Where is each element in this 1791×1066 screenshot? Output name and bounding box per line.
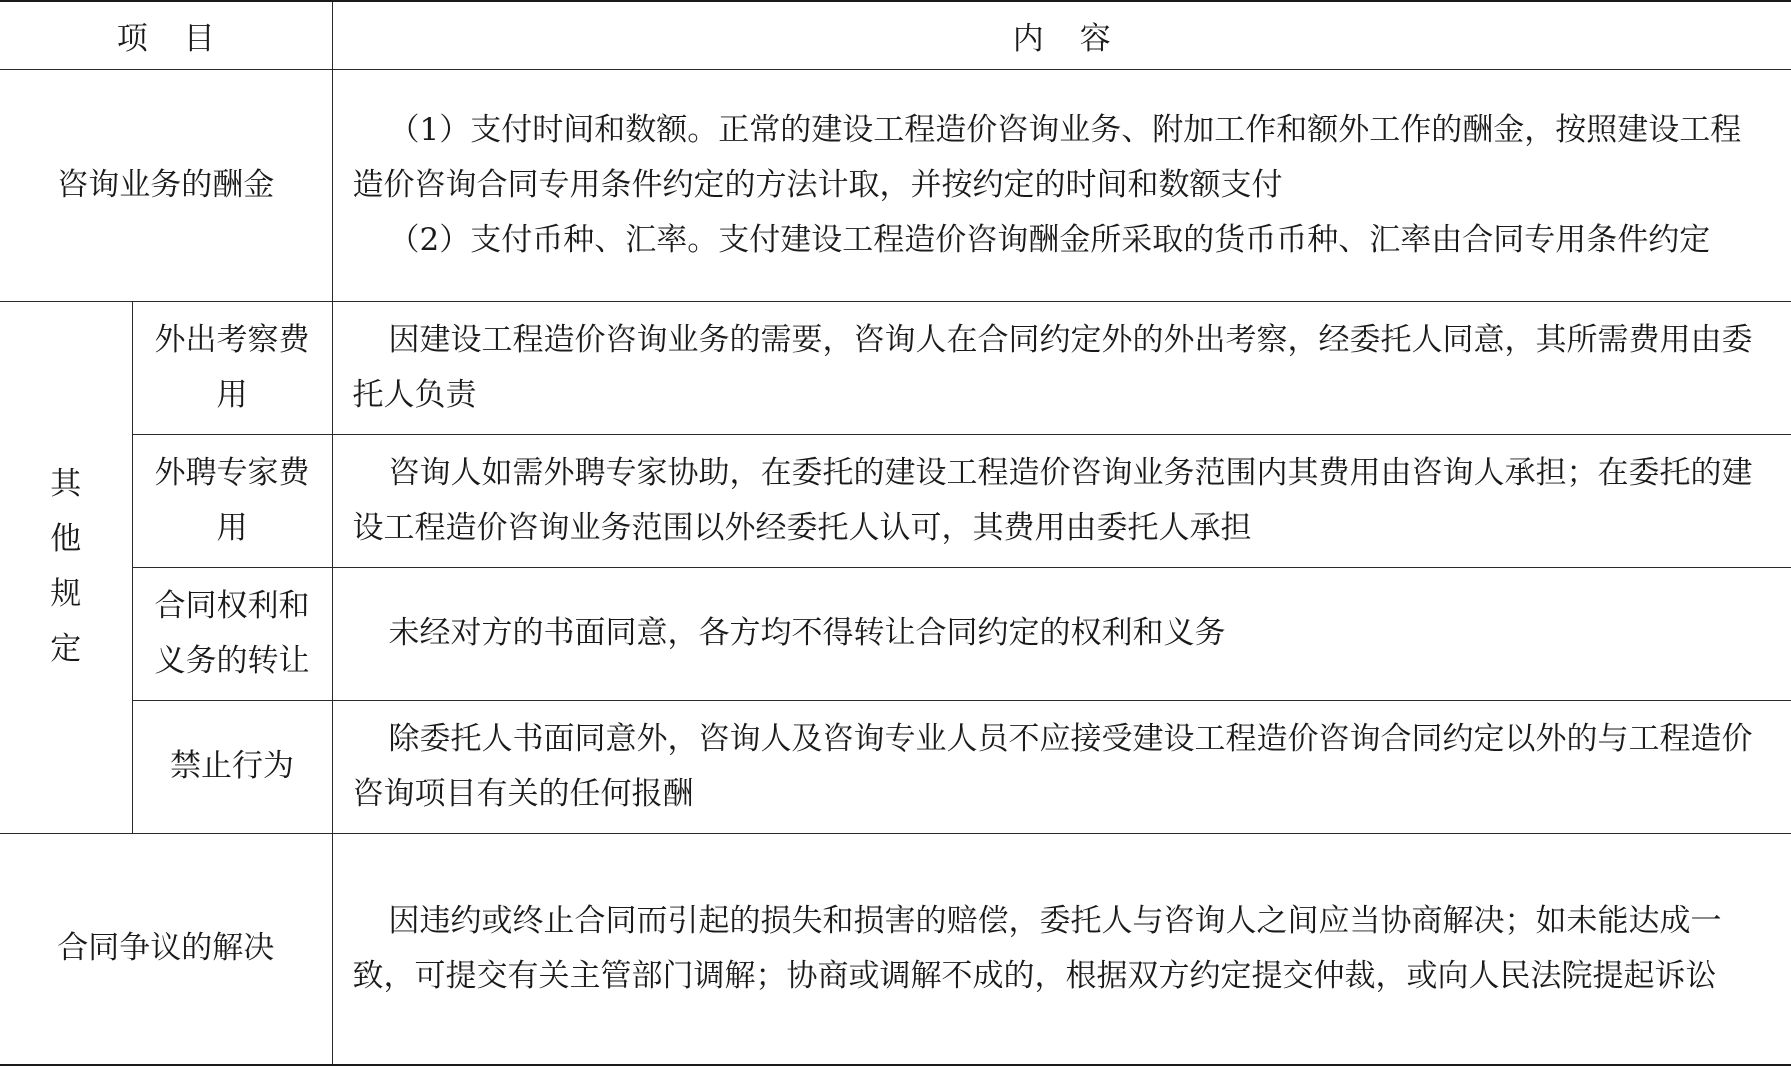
remuneration-paragraph-1: （1）支付时间和数额。正常的建设工程造价咨询业务、附加工作和额外工作的酬金，按照建设工程造价咨询合同专用条件约定的方法计取，并按约定的时间和数额支付 [352, 111, 1742, 203]
row-content-experts [332, 434, 1791, 567]
row-content-remuneration [332, 69, 1791, 301]
row-content-dispute [332, 833, 1791, 1065]
header-item: 项目 [0, 1, 332, 69]
row-item-other-group [0, 301, 132, 833]
table-row [0, 700, 1791, 833]
experts-label: 外聘专家费用 [154, 454, 310, 546]
dispute-paragraph: 因违约或终止合同而引起的损失和损害的赔偿，委托人与咨询人之间应当协商解决；如未能达成一致，可提交有关主管部门调解；协商或调解不成的，根据双方约定提交仲裁，或向人民法院提起诉讼 [352, 902, 1722, 994]
row-content-transfer [332, 567, 1791, 700]
other-group-label: 其他规定 [50, 466, 82, 667]
table-header-row [0, 1, 1791, 69]
row-content-prohibited [332, 700, 1791, 833]
prohibited-label: 禁止行为 [170, 748, 294, 784]
experts-paragraph: 咨询人如需外聘专家协助，在委托的建设工程造价咨询业务范围内其费用由咨询人承担；在委托的建设工程造价咨询业务范围以外经委托人认可，其费用由委托人承担 [352, 454, 1753, 546]
table-row [0, 69, 1791, 301]
row-item-dispute: 合同争议的解决 [0, 833, 332, 1065]
table-row [0, 434, 1791, 567]
table-row [0, 833, 1791, 1065]
row-item-travel [132, 301, 332, 434]
travel-paragraph: 因建设工程造价咨询业务的需要，咨询人在合同约定外的外出考察，经委托人同意，其所需费用由委托人负责 [352, 321, 1753, 413]
table-row [0, 301, 1791, 434]
transfer-paragraph: 未经对方的书面同意，各方均不得转让合同约定的权利和义务 [388, 615, 1226, 651]
travel-label: 外出考察费用 [154, 321, 310, 413]
row-content-travel [332, 301, 1791, 434]
row-item-prohibited [132, 700, 332, 833]
remuneration-paragraph-2: （2）支付币种、汇率。支付建设工程造价咨询酬金所采取的货币币种、汇率由合同专用条件约定 [388, 221, 1711, 258]
row-item-remuneration: 咨询业务的酬金 [0, 69, 332, 301]
header-content: 内容 [332, 1, 1791, 69]
row-item-transfer [132, 567, 332, 700]
row-item-experts [132, 434, 332, 567]
prohibited-paragraph: 除委托人书面同意外，咨询人及咨询专业人员不应接受建设工程造价咨询合同约定以外的与工程造价咨询项目有关的任何报酬 [352, 720, 1753, 812]
transfer-label: 合同权利和义务的转让 [154, 587, 310, 679]
table-row [0, 567, 1791, 700]
